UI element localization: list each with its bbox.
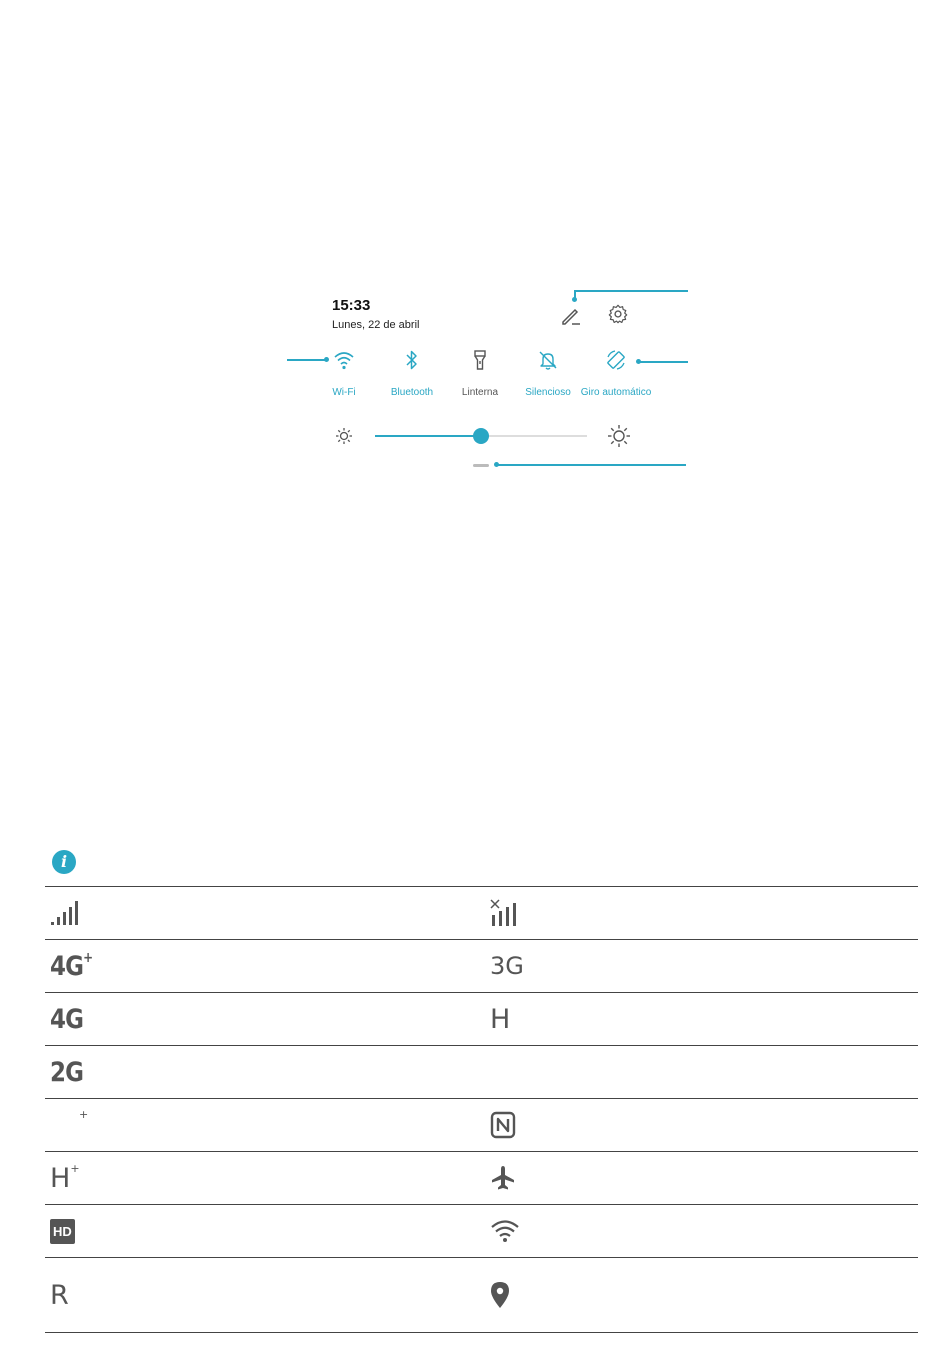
signal-strength-icon xyxy=(50,900,80,926)
callout-line xyxy=(496,464,686,466)
callout-line xyxy=(574,290,688,292)
edit-pencil-icon[interactable] xyxy=(560,304,582,326)
brightness-low-icon xyxy=(335,427,353,445)
bell-off-icon xyxy=(537,349,559,371)
wifi-icon xyxy=(333,350,355,370)
tile-auto-rotate[interactable] xyxy=(576,348,656,418)
clock-date: Lunes, 22 de abril xyxy=(332,319,420,331)
tile-label: Linterna xyxy=(461,387,499,398)
wifi-icon xyxy=(490,1219,520,1243)
slider-thumb[interactable] xyxy=(473,428,489,444)
tile-label: Wi-Fi xyxy=(332,387,356,398)
tile-label: Silencioso xyxy=(525,387,571,398)
table-row xyxy=(45,1098,918,1151)
roaming-icon: R xyxy=(50,1279,69,1311)
clock-time: 15:33 xyxy=(332,297,371,314)
slider-fill xyxy=(375,435,481,437)
table-row xyxy=(45,1045,918,1098)
status-icon-table xyxy=(45,886,918,1333)
drag-handle[interactable] xyxy=(473,464,489,467)
2g-icon: 2G xyxy=(50,1056,84,1088)
table-row xyxy=(45,1257,918,1333)
callout-dot xyxy=(494,462,499,467)
tile-label: Bluetooth xyxy=(390,387,434,398)
nfc-icon xyxy=(490,1111,516,1139)
brightness-slider[interactable] xyxy=(375,428,587,444)
h-plus-network-icon: H+ xyxy=(50,1161,80,1194)
table-row xyxy=(45,992,918,1045)
brightness-high-icon xyxy=(607,424,631,448)
quick-settings-panel xyxy=(0,0,950,520)
h-network-icon: H xyxy=(490,1003,511,1035)
auto-rotate-icon xyxy=(605,349,627,371)
table-row xyxy=(45,1204,918,1257)
bluetooth-icon xyxy=(403,349,421,371)
4g-plus-icon: 4G+ xyxy=(50,949,93,982)
table-row xyxy=(45,1151,918,1204)
hd-voice-icon: HD xyxy=(50,1219,75,1244)
flashlight-icon xyxy=(472,349,488,371)
4g-icon: 4G xyxy=(50,1003,84,1035)
location-icon xyxy=(490,1281,510,1309)
callout-dot xyxy=(572,297,577,302)
table-row xyxy=(45,939,918,992)
table-row xyxy=(45,886,918,939)
gear-icon[interactable] xyxy=(607,303,629,325)
tile-label: Giro automático xyxy=(580,387,652,398)
plus-superscript-icon: + xyxy=(79,1108,89,1121)
airplane-icon xyxy=(490,1165,516,1191)
info-icon: i xyxy=(52,850,76,874)
no-signal-icon xyxy=(490,899,522,927)
3g-icon: 3G xyxy=(490,952,524,980)
